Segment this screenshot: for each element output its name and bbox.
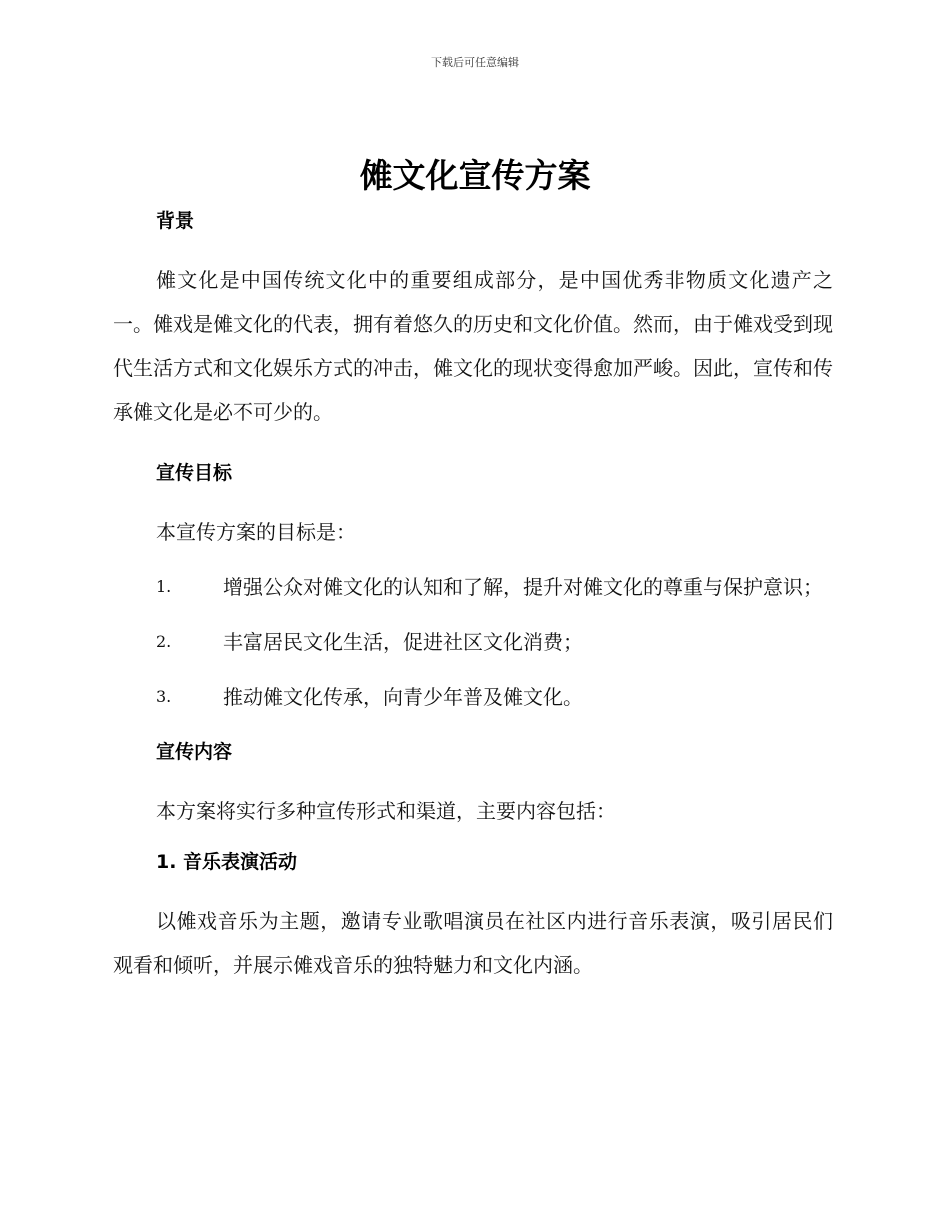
goal-item-3: [113, 675, 833, 719]
section-heading-goals: 宣传目标: [156, 462, 233, 484]
goals-intro: 本宣传方案的目标是：: [156, 520, 356, 544]
goal-item-number: 1.: [156, 577, 172, 596]
goal-item-number: 3.: [156, 687, 172, 706]
document-body: [113, 204, 833, 987]
content-intro: 本方案将实行多种宣传形式和渠道，主要内容包括：: [156, 799, 616, 823]
goal-item-text: 增强公众对傩文化的认知和了解，提升对傩文化的尊重与保护意识；: [223, 575, 823, 599]
background-paragraph: 傩文化是中国传统文化中的重要组成部分，是中国优秀非物质文化遗产之一。傩戏是傩文化的代表，拥有着悠久的历史和文化价值。然而，由于傩戏受到现代生活方式和文化娱乐方式的冲击，傩文化的现状变得愈加严峻。因此，宣传和传承傩文化是必不可少的。: [113, 268, 833, 424]
section-heading-background: 背景: [156, 210, 195, 232]
header-note: 下载后可任意编辑: [431, 56, 519, 69]
sub-heading-music-performance: 1. 音乐表演活动: [156, 851, 298, 873]
goal-item-number: 2.: [156, 632, 172, 651]
goal-item-2: [113, 620, 833, 664]
goal-item-text: 推动傩文化传承，向青少年普及傩文化。: [223, 685, 583, 709]
section-heading-content: 宣传内容: [156, 741, 233, 763]
music-performance-paragraph: 以傩戏音乐为主题，邀请专业歌唱演员在社区内进行音乐表演，吸引居民们观看和倾听，并展示傩戏音乐的独特魅力和文化内涵。: [113, 909, 833, 977]
document-title: 傩文化宣传方案: [359, 156, 591, 195]
goal-item-1: [113, 565, 833, 609]
goal-item-text: 丰富居民文化生活，促进社区文化消费；: [223, 630, 583, 654]
